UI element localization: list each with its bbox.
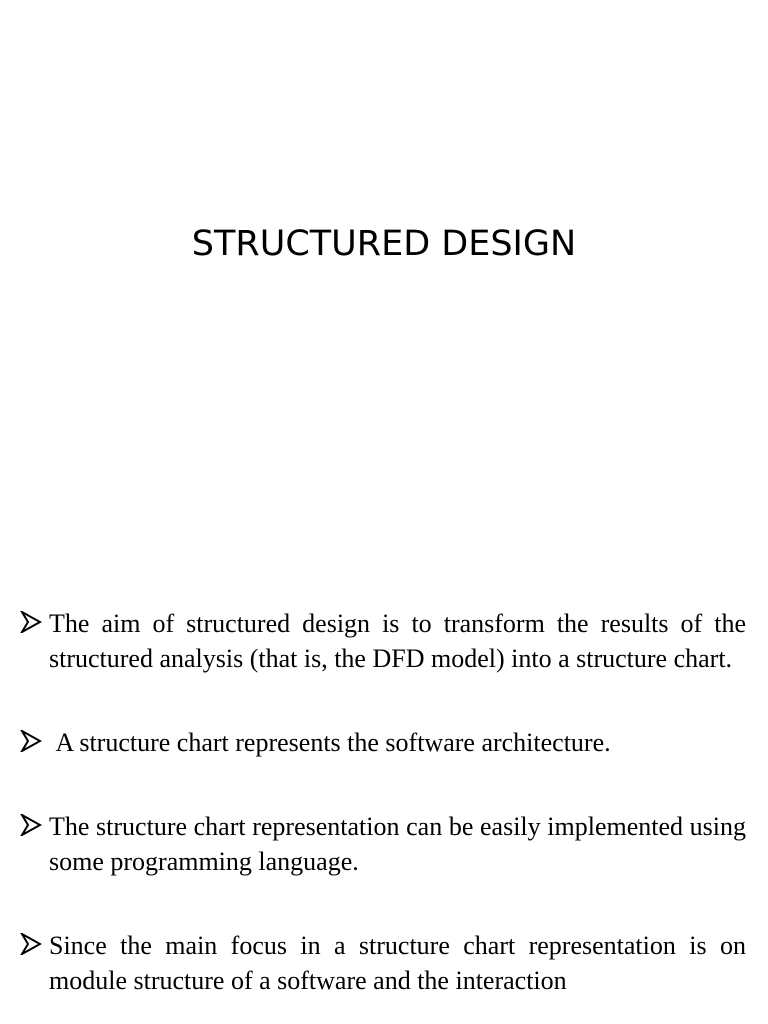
bullet-text: The aim of structured design is to transform the results of the structured analysis (that is, the DFD model) into a structure chart. — [49, 609, 746, 673]
bullet-item — [0, 809, 768, 879]
bullet-item — [0, 606, 768, 676]
bullet-item — [0, 928, 768, 998]
arrow-bullet-icon — [20, 730, 42, 752]
bullet-text: The structure chart representation can be easily implemented using some programming language. — [49, 812, 746, 876]
bullet-list — [0, 606, 768, 1024]
arrow-bullet-icon — [20, 814, 42, 836]
bullet-text: A structure chart represents the software architecture. — [49, 728, 611, 757]
slide-title: STRUCTURED DESIGN — [191, 224, 577, 264]
arrow-bullet-icon — [20, 933, 42, 955]
bullet-item — [0, 725, 768, 760]
arrow-bullet-icon — [20, 611, 42, 633]
bullet-text: Since the main focus in a structure chart representation is on module structure of a software and the interaction — [49, 931, 746, 995]
